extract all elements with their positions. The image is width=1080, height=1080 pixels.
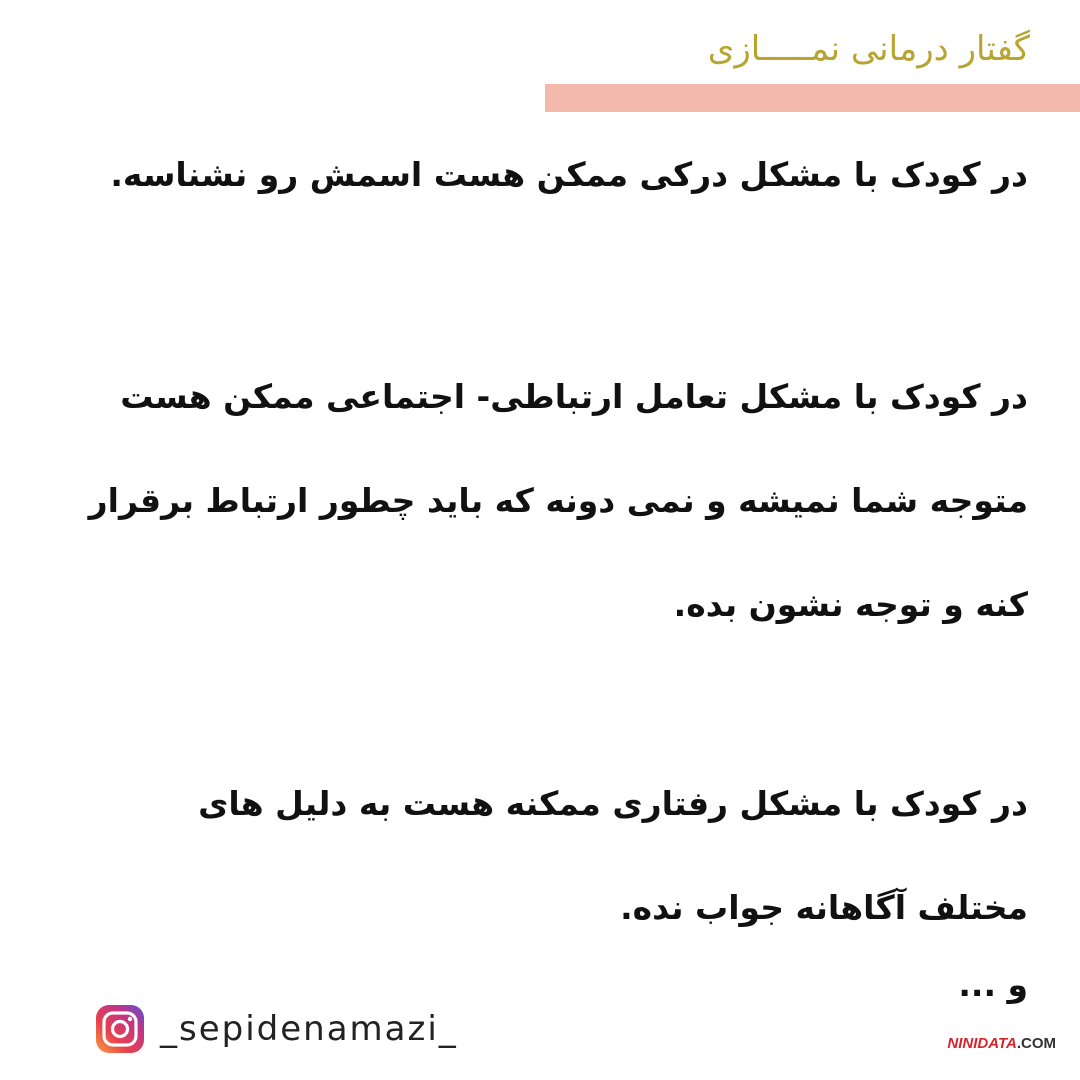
- accent-bar: [545, 84, 1080, 112]
- paragraph-behavioral: در کودک با مشکل رفتاری ممکنه هست به دلیل های مختلف آگاهانه جواب نده.: [198, 784, 1028, 927]
- brand-title: گفتار درمانی نمـــــازی: [707, 29, 1030, 69]
- instagram-handle[interactable]: _sepidenamazi_: [160, 1009, 458, 1049]
- paragraph-perception: در کودک با مشکل درکی ممکن هست اسمش رو نشناسه.: [110, 155, 1028, 194]
- instagram-icon[interactable]: [95, 1004, 145, 1054]
- watermark: [947, 1033, 1056, 1055]
- ellipsis-text: و ...: [958, 965, 1028, 1004]
- paragraph-social-interaction: در کودک با مشکل تعامل ارتباطی- اجتماعی ممکن هست متوجه شما نمیشه و نمی دونه که باید چطور ارتباط برقرار کنه و توجه نشون بده.: [88, 377, 1028, 624]
- watermark-brand: NINIDATA: [947, 1035, 1017, 1052]
- watermark-suffix: .COM: [1016, 1035, 1056, 1052]
